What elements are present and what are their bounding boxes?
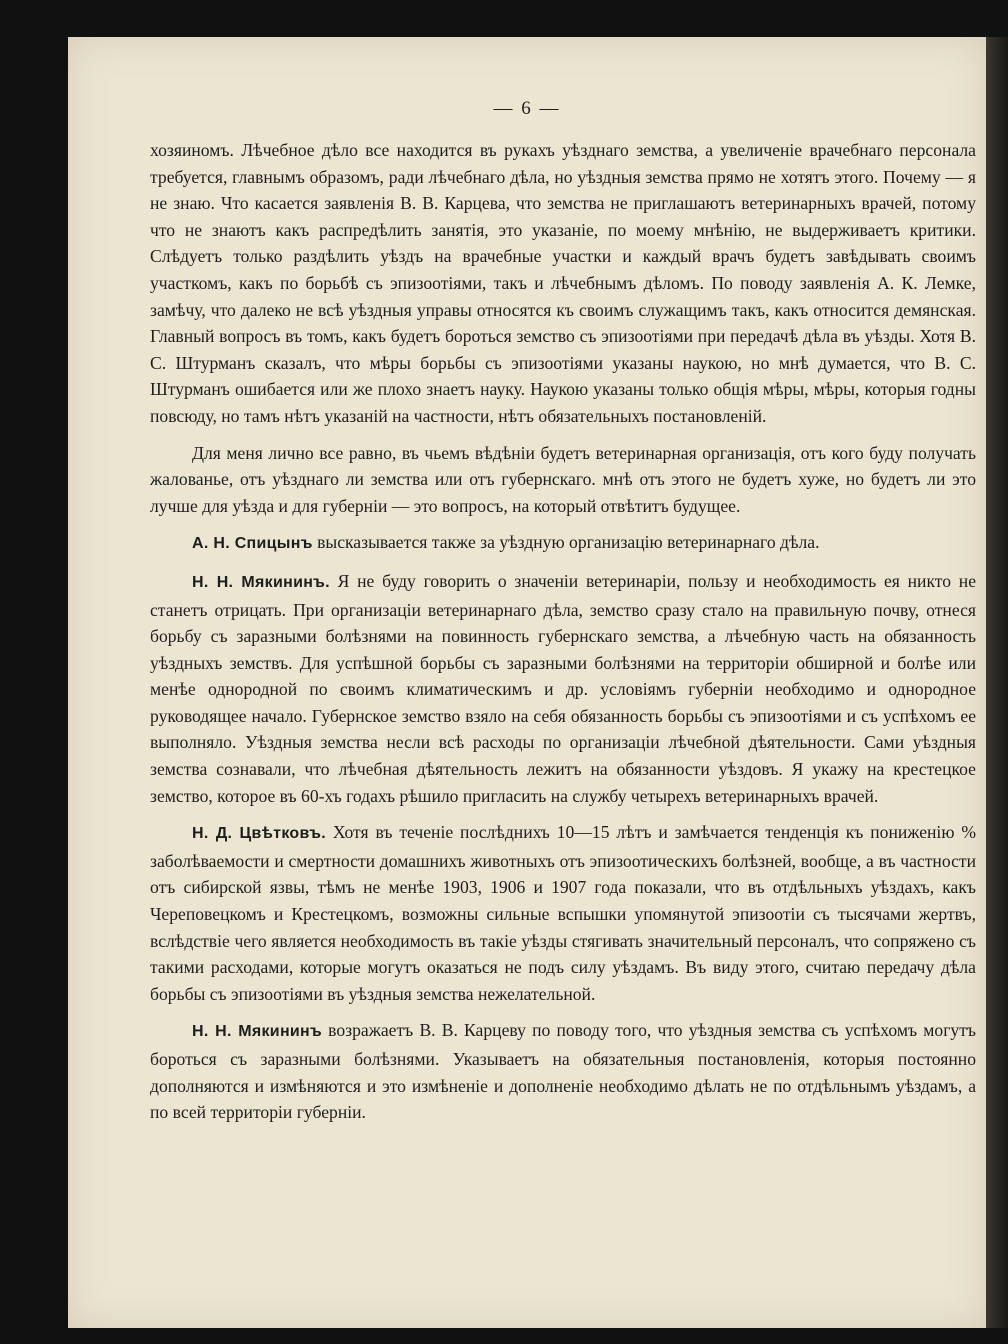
speaker-name: А. Н. Спицынъ [192,535,313,553]
paragraph-text: высказывается также за уѣздную организацію ветеринарнаго дѣла. [317,532,820,553]
speaker-name: Н. Н. Мякининъ. [192,573,330,591]
speaker-name: Н. Д. Цвѣтковъ. [192,825,326,843]
paragraph-4 [150,568,976,809]
page-number: — 6 — [493,98,561,119]
book-page [68,37,986,1328]
page-edge [986,37,1008,1328]
paragraph-text: Для меня лично все равно, въ чьемъ вѣдѣніи будетъ ветеринарная организація, отъ кого буду получать жалованье, отъ уѣзднаго ли земства или отъ губернскаго. мнѣ отъ этого не будетъ хуже, но будетъ ли это лучше для уѣзда и для губерніи — это вопросъ, на который отвѣтитъ будущее. [150,442,976,516]
page-body [150,137,976,1126]
paragraph-3 [150,529,976,558]
paragraph-2 [150,440,976,520]
paragraph-text: хозяиномъ. Лѣчебное дѣло все находится въ рукахъ уѣзднаго земства, а увеличеніе врачебнаго персонала требуется, главнымъ образомъ, ради лѣчебнаго дѣла, но уѣздныя земства прямо не хотятъ этого. Почему — я не знаю. Что касается заявленія В. В. Карцева, что земства не приглашаютъ ветеринарныхъ врачей, потому что не знаютъ какъ распредѣлить занятія, это указаніе, по моему мнѣнію, не выдерживаетъ критики. Слѣдуетъ только раздѣлить уѣздъ на врачебные участки и каждый врачъ будетъ завѣдывать своимъ участкомъ, какъ по борьбѣ съ эпизоотіями, такъ и лѣчебнымъ дѣломъ. По поводу заявленія А. К. Лемке, замѣчу, что далеко не всѣ уѣздныя управы относятся къ своимъ служащимъ такъ, какъ относится демянская. Главный вопросъ въ томъ, какъ будетъ бороться земство съ эпизоотіями при передачѣ дѣла въ уѣзды. Хотя В. С. Штурманъ сказалъ, что мѣры борьбы съ эпизоотіями указаны наукою, но мнѣ думается, что В. С. Штурманъ ошибается или же плохо знаетъ науку. Наукою указаны только общія мѣры, мѣры, которыя годны повсюду, но тамъ нѣтъ указаній на частности, нѣтъ обязательныхъ постановленій. [150,140,976,426]
speaker-name: Н. Н. Мякининъ [192,1023,322,1041]
paragraph-1 [150,137,976,430]
paragraph-text: возражаетъ В. В. Карцеву по поводу того, что уѣздныя земства съ успѣхомъ могутъ бороться съ заразными болѣзнями. Указываетъ на обязательныя постановленія, которыя постоянно дополняются и измѣняются и это измѣненіе и дополненіе необходимо дѣлать не по отдѣльнымъ уѣздамъ, а по всей территоріи губерніи. [150,1020,976,1123]
paragraph-5 [150,819,976,1007]
paragraph-text: Хотя въ теченіе послѣднихъ 10—15 лѣтъ и замѣчается тенденція къ пониженію % заболѣваемости и смертности домашнихъ животныхъ отъ эпизоотическихъ болѣзней, вообще, а въ частности отъ сибирской язвы, тѣмъ не менѣе 1903, 1906 и 1907 года показали, что въ отдѣльныхъ уѣздахъ, какъ Череповецкомъ и Крестецкомъ, возможны сильные вспышки упомянутой эпизоотіи съ тысячами жертвъ, вслѣдствіе чего является необходимость въ такіе уѣзды стягивать значительный персоналъ, что сопряжено съ такими расходами, которые могутъ оказаться не подъ силу уѣздамъ. Въ виду этого, считаю передачу дѣла борьбы съ эпизоотіями въ уѣздныя земства нежелательной. [150,822,977,1004]
paragraph-text: Я не буду говорить о значеніи ветеринаріи, пользу и необходимость ея никто не станетъ отрицать. При организаціи ветеринарнаго дѣла, земство сразу стало на правильную почву, отнеся борьбу съ заразными болѣзнями на повинность губернскаго земства, а лѣчебную часть на обязанность уѣздныхъ земствъ. Для успѣшной борьбы съ заразными болѣзнями на территоріи обширной и болѣе или менѣе однородной по своимъ климатическимъ и др. условіямъ губерніи необходимо и однородное руководящее начало. Губернское земство взяло на себя обязанность борьбы съ эпизоотіями и съ успѣхомъ ее выполняло. Уѣздныя земства несли всѣ расходы по организаціи лѣчебной дѣятельности. Сами уѣздныя земства сознавали, что лѣчебная дѣятельность лежитъ на обязанности уѣздовъ. Я укажу на крестецкое земство, которое въ 60-хъ годахъ рѣшило пригласить на службу четырехъ ветеринарныхъ врачей. [150,570,977,806]
paragraph-6 [150,1017,976,1125]
